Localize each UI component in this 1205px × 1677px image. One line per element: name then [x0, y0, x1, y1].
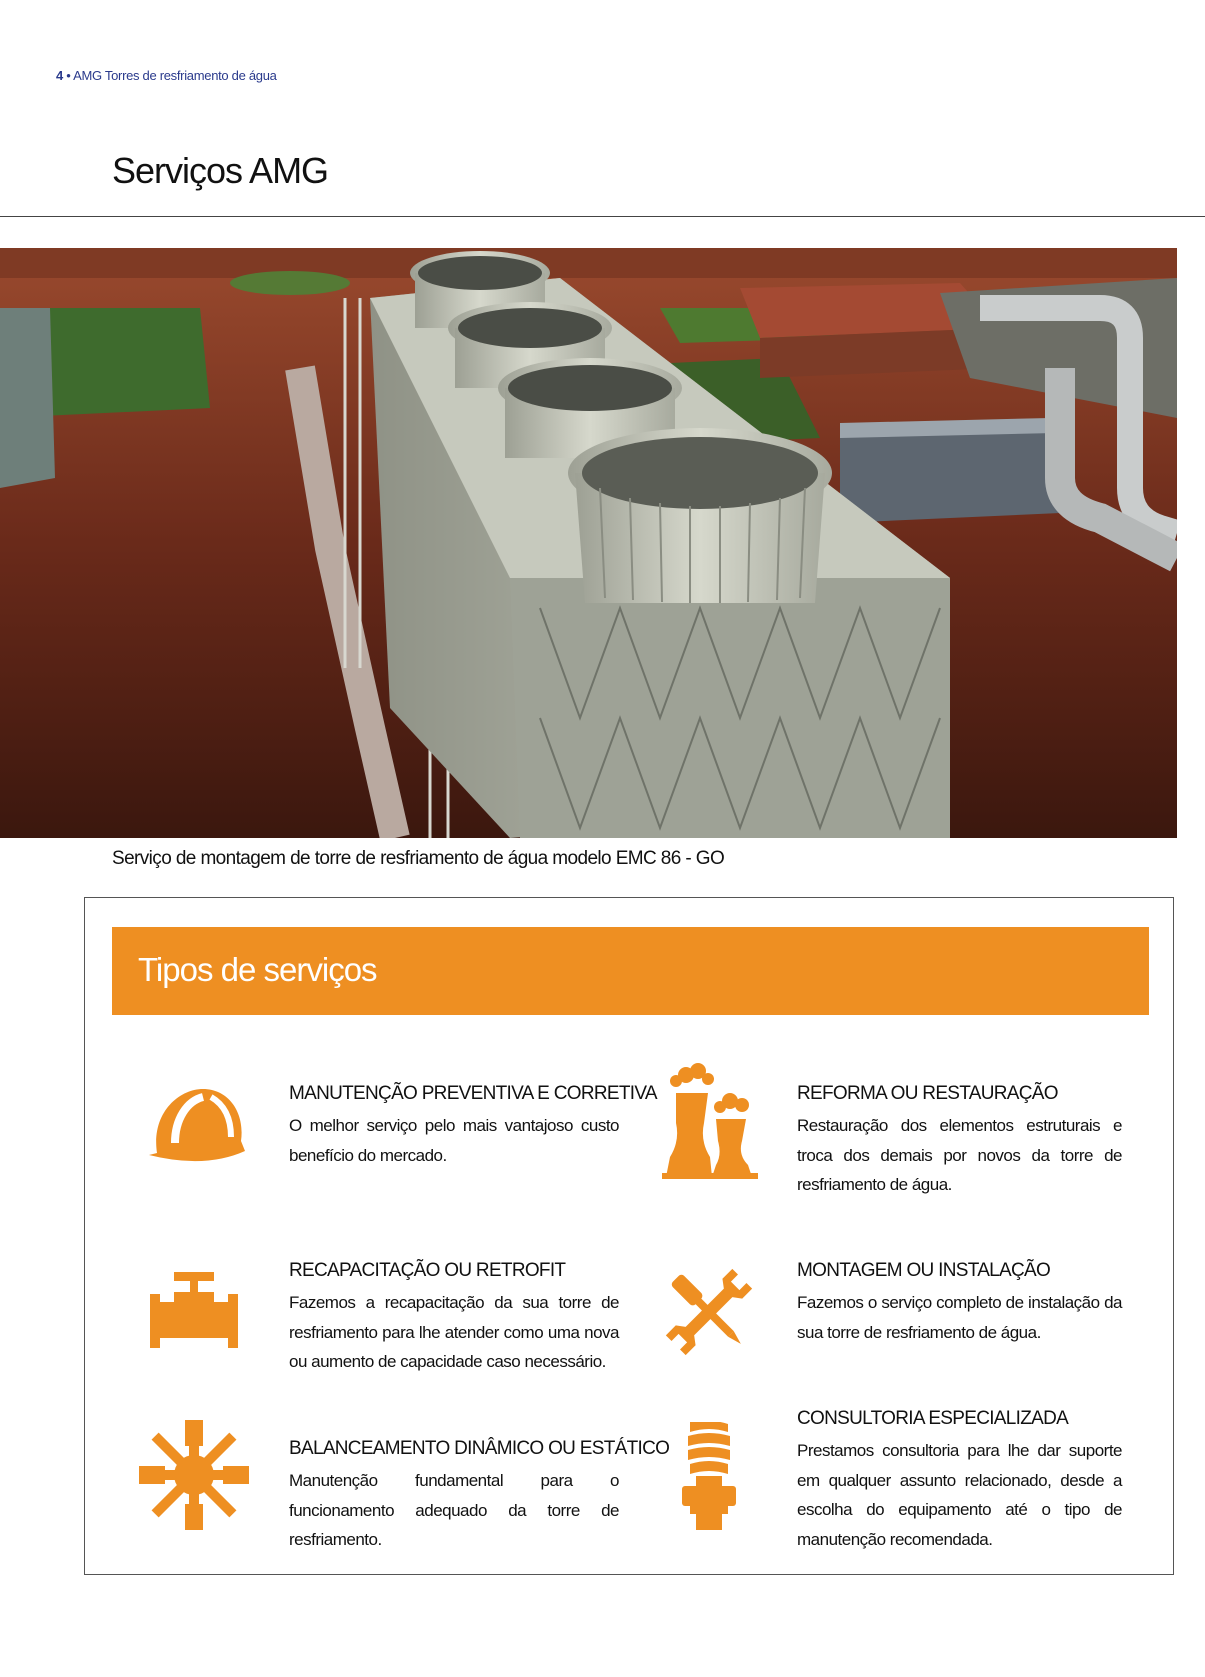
factory-icon: [662, 1063, 758, 1179]
service-description: Restauração dos elementos estruturais e troca dos demais por novos da torre de resfriamento de água.: [797, 1116, 1122, 1194]
header-separator: •: [66, 68, 71, 83]
wrench-screwdriver-icon: [662, 1265, 756, 1359]
service-title: MANUTENÇÃO PREVENTIVA E CORRETIVA: [289, 1083, 657, 1104]
service-title: RECAPACITAÇÃO OU RETROFIT: [289, 1260, 566, 1281]
services-banner: [112, 927, 1149, 1015]
page-title: Serviços AMG: [112, 150, 329, 191]
running-title: AMG Torres de resfriamento de água: [73, 68, 277, 83]
lightbulb-icon: [680, 1422, 738, 1530]
cooling-tower-photo: [0, 248, 1177, 838]
photo-caption: Serviço de montagem de torre de resfriamento de água modelo EMC 86 - GO: [112, 848, 725, 869]
service-description: Prestamos consultoria para lhe dar suporte em qualquer assunto relacionado, desde a escolha do equipamento até o tipo de manutenção recomendada.: [797, 1441, 1122, 1549]
title-divider: [0, 216, 1205, 217]
service-description: Manutenção fundamental para o funcionamento adequado da torre de resfriamento.: [289, 1471, 619, 1549]
running-header: [56, 68, 277, 83]
page-number: 4: [56, 68, 63, 83]
service-description: O melhor serviço pelo mais vantajoso custo benefício do mercado.: [289, 1116, 619, 1165]
service-title: REFORMA OU RESTAURAÇÃO: [797, 1083, 1058, 1104]
service-description: Fazemos o serviço completo de instalação da sua torre de resfriamento de água.: [797, 1293, 1122, 1342]
fan-icon: [139, 1420, 249, 1530]
services-banner-title: Tipos de serviços: [138, 951, 377, 988]
service-description: Fazemos a recapacitação da sua torre de resfriamento para lhe atender como uma nova ou aumento de capacidade caso necessário.: [289, 1293, 619, 1371]
hard-hat-icon: [145, 1083, 249, 1167]
valve-icon: [150, 1272, 238, 1348]
service-title: BALANCEAMENTO DINÂMICO OU ESTÁTICO: [289, 1438, 670, 1459]
service-title: CONSULTORIA ESPECIALIZADA: [797, 1408, 1069, 1429]
service-title: MONTAGEM OU INSTALAÇÃO: [797, 1260, 1051, 1281]
